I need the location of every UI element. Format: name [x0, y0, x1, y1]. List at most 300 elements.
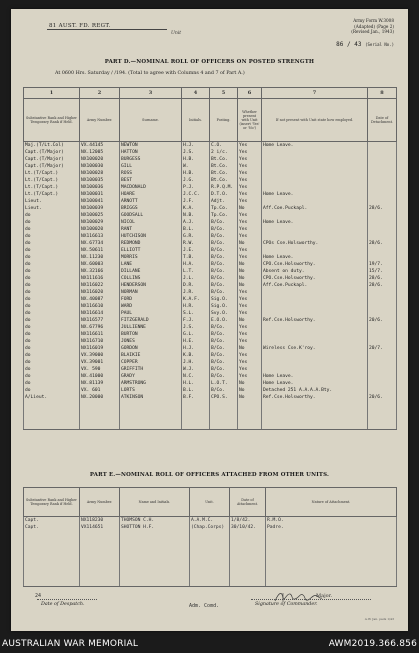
cell-posting: 2 i/c. — [210, 149, 238, 156]
signature-label: Signature of Commander. — [255, 602, 318, 607]
cell-detachment-date — [368, 198, 397, 205]
att-cell-rank: Capt. — [24, 517, 80, 525]
cell-present: No — [238, 261, 262, 268]
cell-employment: Detached 251 A.A.A.A.Bty. — [262, 387, 368, 394]
cell-detachment-date — [368, 303, 397, 310]
cell-rank: do — [24, 380, 80, 387]
table-row — [24, 317, 397, 324]
table-row — [24, 352, 397, 359]
table-row — [24, 142, 397, 150]
cell-employment — [262, 338, 368, 345]
col-header-employment: If not present with Unit state how employed. — [262, 99, 368, 142]
cell-army-number: VX.44145 — [80, 142, 120, 150]
cell-detachment-date — [368, 163, 397, 170]
col-header-present: Whether present with Unit (insert 'Yes' or 'No') — [238, 99, 262, 142]
cell-rank: Lt.(T/Capt.) — [24, 170, 80, 177]
cell-employment — [262, 247, 368, 254]
cell-army-number: VX.39001 — [80, 359, 120, 366]
cell-initials: B.F. — [182, 394, 210, 401]
cell-rank: do — [24, 352, 80, 359]
empty-cell — [182, 422, 210, 430]
cell-present: Yes — [238, 212, 262, 219]
cell-employment: Home Leave. — [262, 380, 368, 387]
empty-row — [24, 408, 397, 415]
table-row — [24, 205, 397, 212]
attached-header-row — [24, 488, 397, 517]
cell-posting: CPO.S. — [210, 394, 238, 401]
cell-surname: FORD — [120, 296, 182, 303]
cell-surname: BURGESS — [120, 156, 182, 163]
cell-employment — [262, 303, 368, 310]
cell-posting: B/Co. — [210, 373, 238, 380]
cell-surname: GOODSALL — [120, 212, 182, 219]
cell-employment — [262, 310, 368, 317]
cell-detachment-date — [368, 212, 397, 219]
cell-detachment-date — [368, 352, 397, 359]
cell-detachment-date — [368, 324, 397, 331]
cell-present: Yes — [238, 296, 262, 303]
table-row — [24, 303, 397, 310]
cell-rank: Lt.(T/Capt.) — [24, 184, 80, 191]
col-number: 4 — [182, 88, 210, 99]
footer-serial: 24 — [35, 593, 42, 599]
cell-posting: Bt.Co. — [210, 177, 238, 184]
col-header-posting: Posting. — [210, 99, 238, 142]
empty-cell — [80, 401, 120, 408]
table-row — [24, 373, 397, 380]
cell-surname: ELLIOTT — [120, 247, 182, 254]
empty-cell — [238, 408, 262, 415]
table-row — [24, 191, 397, 198]
cell-employment — [262, 198, 368, 205]
cell-employment — [262, 359, 368, 366]
cell-army-number: NX116613 — [80, 233, 120, 240]
cell-surname: BLAIKIE — [120, 352, 182, 359]
cell-initials: H.B. — [182, 170, 210, 177]
cell-detachment-date: 28/6. — [368, 282, 397, 289]
empty-cell — [182, 415, 210, 422]
cell-detachment-date — [368, 331, 397, 338]
cell-employment — [262, 184, 368, 191]
empty-cell — [210, 415, 238, 422]
cell-posting: Bt.Co. — [210, 156, 238, 163]
cell-army-number: NX.32166 — [80, 268, 120, 275]
cell-army-number: NX100031 — [80, 191, 120, 198]
cell-army-number: NX100020 — [80, 226, 120, 233]
table-row — [24, 338, 397, 345]
att-col-army-number: Army Number. — [80, 488, 120, 517]
cell-initials: J.S. — [182, 149, 210, 156]
empty-cell — [120, 401, 182, 408]
cell-surname: ROSS — [120, 170, 182, 177]
att-cell-nature: Padre. — [266, 524, 397, 531]
cell-employment: Home Leave. — [262, 373, 368, 380]
col-header-rank: Substantive Rank and Higher Temporary Rank if Held. — [24, 99, 80, 142]
cell-detachment-date — [368, 359, 397, 366]
empty-cell — [368, 415, 397, 422]
att-col-nature: Nature of Attachment. — [266, 488, 397, 517]
cell-surname: MACDONALD — [120, 184, 182, 191]
cell-initials: J.H. — [182, 359, 210, 366]
cell-initials: J.R. — [182, 289, 210, 296]
cell-present: No — [238, 275, 262, 282]
cell-initials: H.E. — [182, 338, 210, 345]
cell-detachment-date — [368, 142, 397, 150]
cell-employment — [262, 352, 368, 359]
cell-surname: JULLIENNE — [120, 324, 182, 331]
cell-posting: L.O.T. — [210, 380, 238, 387]
cell-rank: do — [24, 373, 80, 380]
cell-rank: do — [24, 338, 80, 345]
cell-surname: BRIGGS — [120, 205, 182, 212]
cell-surname: RANT — [120, 226, 182, 233]
cell-surname: JONES — [120, 338, 182, 345]
empty-cell — [238, 415, 262, 422]
table-row — [24, 524, 397, 531]
cell-detachment-date — [368, 170, 397, 177]
cell-present: Yes — [238, 366, 262, 373]
form-line: (Adapted) (Page 2) — [354, 23, 394, 29]
table-row — [24, 219, 397, 226]
col-number: 3 — [120, 88, 182, 99]
cell-posting: Tp.Co. — [210, 205, 238, 212]
empty-cell — [80, 422, 120, 430]
cell-army-number: NX.11230 — [80, 254, 120, 261]
adm-comd-text: Adm. Comd. — [189, 603, 220, 609]
cell-rank: do — [24, 219, 80, 226]
cell-employment — [262, 289, 368, 296]
cell-army-number: VX. 590 — [80, 366, 120, 373]
att-cell-rank: Capt. — [24, 524, 80, 531]
cell-army-number: NX116614 — [80, 310, 120, 317]
empty-cell — [24, 422, 80, 430]
cell-present: No — [238, 268, 262, 275]
table-row — [24, 170, 397, 177]
table-row — [24, 156, 397, 163]
caption-institution: AUSTRALIAN WAR MEMORIAL — [2, 639, 139, 649]
cell-present: Yes — [238, 310, 262, 317]
cell-posting: B/Co. — [210, 282, 238, 289]
part-d-title: PART D.—NOMINAL ROLL OF OFFICERS ON POSTED STRENGTH — [104, 59, 315, 65]
cell-rank: do — [24, 387, 80, 394]
cell-posting: B/Co. — [210, 352, 238, 359]
empty-cell — [120, 531, 190, 587]
table-row — [24, 261, 397, 268]
cell-rank: do — [24, 317, 80, 324]
cell-detachment-date — [368, 191, 397, 198]
cell-initials: B.L. — [182, 226, 210, 233]
cell-detachment-date — [368, 247, 397, 254]
cell-surname: NICOL — [120, 219, 182, 226]
cell-surname: NEWTON — [120, 142, 182, 150]
cell-employment — [262, 366, 368, 373]
empty-cell — [210, 408, 238, 415]
cell-initials: G.L. — [182, 331, 210, 338]
cell-detachment-date: 28/6. — [368, 205, 397, 212]
table-row — [24, 282, 397, 289]
cell-rank: Capt.(T/Major) — [24, 149, 80, 156]
cell-employment: Aff.Coe.Puckapl. — [262, 282, 368, 289]
table-row — [24, 233, 397, 240]
cell-army-number: NX100025 — [80, 212, 120, 219]
empty-cell — [80, 531, 120, 587]
cell-posting: B/Co. — [210, 387, 238, 394]
attached-officers-table — [23, 487, 397, 587]
cell-initials: W.J. — [182, 366, 210, 373]
cell-rank: do — [24, 359, 80, 366]
cell-present: Yes — [238, 373, 262, 380]
empty-cell — [120, 408, 182, 415]
cell-detachment-date — [368, 380, 397, 387]
cell-surname: COPPER — [120, 359, 182, 366]
empty-cell — [120, 415, 182, 422]
cell-detachment-date — [368, 233, 397, 240]
empty-cell — [210, 401, 238, 408]
cell-present: No — [238, 282, 262, 289]
cell-employment: Home Leave. — [262, 254, 368, 261]
empty-cell — [210, 422, 238, 430]
cell-army-number: NX100030 — [80, 163, 120, 170]
cell-detachment-date: 20/6. — [368, 317, 397, 324]
table-row — [24, 149, 397, 156]
cell-surname: GRADY — [120, 373, 182, 380]
cell-army-number: NX116610 — [80, 303, 120, 310]
cell-employment — [262, 226, 368, 233]
cell-initials: D.R. — [182, 282, 210, 289]
cell-present: Yes — [238, 226, 262, 233]
cell-initials: N.B. — [182, 212, 210, 219]
cell-detachment-date — [368, 254, 397, 261]
empty-cell — [238, 401, 262, 408]
table-row — [24, 359, 397, 366]
cell-surname: HENDERSON — [120, 282, 182, 289]
part-e-title: PART E.—NOMINAL ROLL OF OFFICERS ATTACHED FROM OTHER UNITS. — [89, 472, 330, 478]
caption-accession-number: AWM2019.366.856 — [328, 639, 417, 649]
cell-army-number: NX.67796 — [80, 324, 120, 331]
cell-army-number: NX116611 — [80, 331, 120, 338]
cell-army-number: NX100028 — [80, 170, 120, 177]
cell-initials: H.R. — [182, 303, 210, 310]
att-cell-unit: (Chap.Corps) — [190, 524, 230, 531]
cell-initials: P.J. — [182, 184, 210, 191]
cell-rank: do — [24, 331, 80, 338]
cell-army-number: NX116710 — [80, 338, 120, 345]
cell-present: Yes — [238, 219, 262, 226]
cell-present: Yes — [238, 352, 262, 359]
cell-detachment-date — [368, 184, 397, 191]
empty-cell — [24, 531, 80, 587]
cell-posting: B/Co. — [210, 226, 238, 233]
cell-rank: do — [24, 289, 80, 296]
empty-row — [24, 401, 397, 408]
cell-initials: J.E. — [182, 247, 210, 254]
table-row — [24, 289, 397, 296]
cell-surname: ATKINSON — [120, 394, 182, 401]
cell-army-number: NX116019 — [80, 345, 120, 352]
cell-army-number: NX.50611 — [80, 247, 120, 254]
cell-surname: NORMAN — [120, 289, 182, 296]
cell-initials: H.J. — [182, 345, 210, 352]
empty-row — [24, 531, 397, 587]
table-row — [24, 240, 397, 247]
cell-army-number: NX.41000 — [80, 373, 120, 380]
cell-initials: H.L. — [182, 380, 210, 387]
col-number: 5 — [210, 88, 238, 99]
cell-initials: R.W. — [182, 240, 210, 247]
empty-cell — [262, 422, 368, 430]
empty-cell — [368, 408, 397, 415]
cell-army-number: NX.40087 — [80, 296, 120, 303]
att-col-unit: Unit. — [190, 488, 230, 517]
cell-army-number: NX100041 — [80, 198, 120, 205]
cell-surname: BURTON — [120, 331, 182, 338]
cell-posting: B/Co. — [210, 275, 238, 282]
cell-detachment-date — [368, 338, 397, 345]
form-line: Army Form W.3008 — [353, 18, 394, 23]
cell-rank: Lieut. — [24, 205, 80, 212]
empty-cell — [190, 531, 230, 587]
empty-cell — [238, 422, 262, 430]
officers-roll-table — [23, 87, 397, 430]
col-header-detachment-date: Date of Detachment. — [368, 99, 397, 142]
cell-detachment-date — [368, 310, 397, 317]
unit-name: 81 AUST. FD. REGT. — [49, 23, 111, 29]
cell-detachment-date — [368, 177, 397, 184]
cell-employment — [262, 324, 368, 331]
cell-employment: Aff.Coe.Puckapl. — [262, 205, 368, 212]
cell-army-number: VX.39000 — [80, 352, 120, 359]
empty-cell — [182, 408, 210, 415]
cell-posting: B/Co. — [210, 366, 238, 373]
cell-rank: Lt.(T/Capt.) — [24, 191, 80, 198]
cell-posting: Bt.Co. — [210, 170, 238, 177]
col-header-initials: Initials. — [182, 99, 210, 142]
cell-initials: J.G. — [182, 177, 210, 184]
cell-detachment-date — [368, 296, 397, 303]
cell-present: Yes — [238, 149, 262, 156]
cell-detachment-date — [368, 289, 397, 296]
cell-present: No — [238, 380, 262, 387]
att-col-date: Date of Attachment. — [230, 488, 266, 517]
cell-initials: J.S. — [182, 324, 210, 331]
cell-posting: B/Co. — [210, 324, 238, 331]
cell-posting: B/Co. — [210, 261, 238, 268]
cell-surname: WARD — [120, 303, 182, 310]
cell-rank: do — [24, 324, 80, 331]
cell-posting: B/Co. — [210, 240, 238, 247]
cell-posting: B/Co. — [210, 233, 238, 240]
table-row — [24, 247, 397, 254]
cell-initials: K.A. — [182, 205, 210, 212]
cell-initials: H.B. — [182, 156, 210, 163]
cell-present: Yes — [238, 142, 262, 150]
cell-army-number: VX. 601 — [80, 387, 120, 394]
col-number: 8 — [368, 88, 397, 99]
cell-rank: Capt.(T/Major) — [24, 156, 80, 163]
officers-roll-body — [24, 142, 397, 430]
cell-employment — [262, 331, 368, 338]
cell-detachment-date — [368, 156, 397, 163]
col-number: 2 — [80, 88, 120, 99]
cell-posting: B/Co. — [210, 359, 238, 366]
cell-detachment-date — [368, 226, 397, 233]
cell-posting: B/Co. — [210, 331, 238, 338]
cell-initials: J.L. — [182, 275, 210, 282]
col-number: 6 — [238, 88, 262, 99]
cell-posting: Adjt. — [210, 198, 238, 205]
cell-employment: CPO.Cse.Holsworthy. — [262, 261, 368, 268]
cell-army-number: NX116577 — [80, 317, 120, 324]
cell-posting: B/Co. — [210, 254, 238, 261]
table-row — [24, 296, 397, 303]
cell-present: Yes — [238, 177, 262, 184]
cell-surname: GORDON — [120, 345, 182, 352]
cell-detachment-date: 20/7. — [368, 345, 397, 352]
cell-rank: do — [24, 296, 80, 303]
cell-initials: J.C.C. — [182, 191, 210, 198]
empty-cell — [80, 408, 120, 415]
cell-army-number: NX100029 — [80, 219, 120, 226]
cell-army-number: NX111616 — [80, 275, 120, 282]
cell-army-number: NX100039 — [80, 205, 120, 212]
cell-present: No — [238, 387, 262, 394]
cell-employment: Home Leave. — [262, 219, 368, 226]
cell-posting: B/Co. — [210, 345, 238, 352]
table-row — [24, 310, 397, 317]
cell-initials: H.J. — [182, 142, 210, 150]
cell-posting: B/Co. — [210, 338, 238, 345]
cell-present: Yes — [238, 303, 262, 310]
table-row — [24, 177, 397, 184]
cell-surname: LANE — [120, 261, 182, 268]
cell-army-number: NX116020 — [80, 289, 120, 296]
cell-surname: HUTCHISON — [120, 233, 182, 240]
print-code: A.W. Jan. pads 1/43 — [364, 617, 394, 621]
col-number: 7 — [262, 88, 368, 99]
unit-underline — [47, 29, 167, 30]
att-col-name: Name and Initials. — [120, 488, 190, 517]
cell-present: Yes — [238, 198, 262, 205]
cell-initials: B.L. — [182, 387, 210, 394]
cell-surname: GILL — [120, 163, 182, 170]
table-row — [24, 517, 397, 525]
signature-line — [251, 599, 371, 600]
date-of-despatch-label: Date of Despatch. — [41, 602, 85, 607]
cell-initials: W. — [182, 163, 210, 170]
cell-initials: J.F. — [182, 198, 210, 205]
cell-surname: MORRIS — [120, 254, 182, 261]
cell-surname: PAUL — [120, 310, 182, 317]
cell-present: No — [238, 240, 262, 247]
col-number: 1 — [24, 88, 80, 99]
cell-surname: FITZGERALD — [120, 317, 182, 324]
serial-value: 86 / 43 — [336, 41, 362, 48]
cell-posting: C.O. — [210, 142, 238, 150]
serial-number — [336, 41, 394, 48]
cell-rank: Capt.(T/Major) — [24, 163, 80, 170]
document-page — [11, 9, 408, 631]
att-cell-name: SHOTTON H.F. — [120, 524, 190, 531]
serial-label: (Serial No.) — [365, 42, 394, 47]
att-cell-date: 30/10/42. — [230, 524, 266, 531]
table-row — [24, 380, 397, 387]
cell-rank: A/Lieut. — [24, 394, 80, 401]
cell-posting: Tp.Co. — [210, 212, 238, 219]
cell-present: Yes — [238, 156, 262, 163]
cell-army-number: NX100036 — [80, 184, 120, 191]
cell-employment — [262, 149, 368, 156]
cell-employment: CPO.Cse.Holsworthy. — [262, 275, 368, 282]
